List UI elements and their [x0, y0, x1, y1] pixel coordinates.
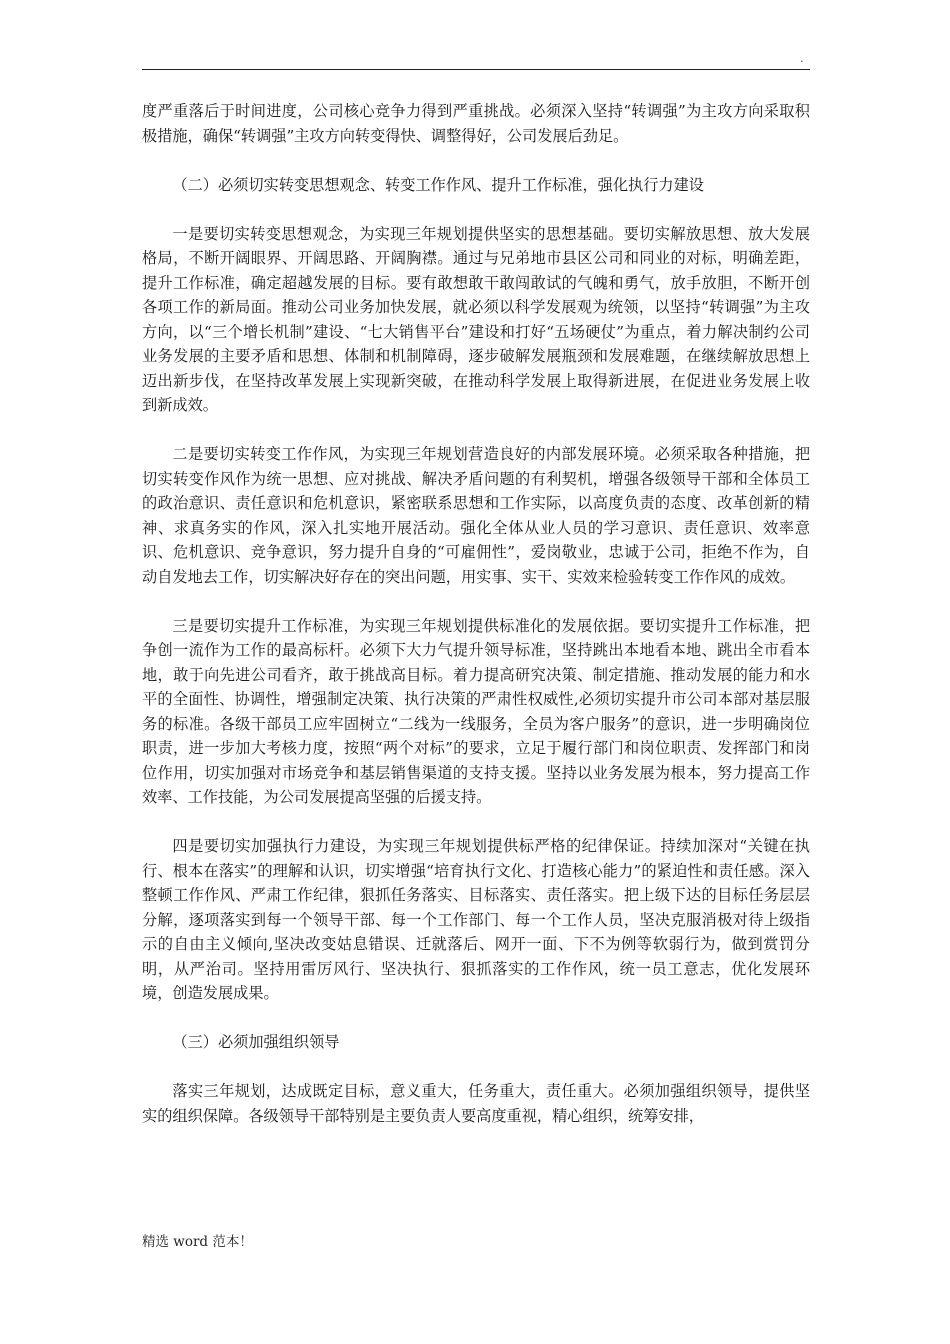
paragraph-2: 二是要切实转变工作作风，为实现三年规划营造良好的内部发展环境。必须采取各种措施，把切实转变作风作为统一思想、应对挑战、解决矛盾问题的有利契机，增强各级领导干部和全体员工的政治意识、责任意识和危机意识，紧密联系思想和工作实际，以高度负责的态度、改革创新的精神、求真务实的作风，深入扎实地开展活动。强化全体从业人员的学习意识、责任意识、效率意识、危机意识、竞争意识，努力提升自身的“可雇佣性”，爱岗敬业，忠诚于公司，拒绝不作为，自动自发地去工作，切实解决好存在的突出问题，用实事、实干、实效来检验转变工作作风的成效。 [142, 445, 810, 586]
paragraph-continuation: 度严重落后于时间进度，公司核心竞争力得到严重挑战。必须深入坚持“转调强”为主攻方向采取积极措施，确保“转调强”主攻方向转变得快、调整得好，公司发展后劲足。 [142, 102, 810, 145]
section-heading-2: （二）必须切实转变思想观念、转变工作作风、提升工作标准，强化执行力建设 [172, 175, 704, 194]
document-body [142, 99, 810, 1128]
section-heading-3: （三）必须加强组织领导 [172, 1033, 340, 1051]
header-rule [142, 69, 810, 70]
paragraph-1: 一是要切实转变思想观念，为实现三年规划提供坚实的思想基础。要切实解放思想、放大发展格局，不断开阔眼界、开阔思路、开阔胸襟。通过与兄弟地市县区公司和同业的对标，明确差距，提升工作标准，确定超越发展的目标。要有敢想敢干敢闯敢试的气魄和勇气，放手放胆，不断开创各项工作的新局面。推动公司业务加快发展，就必须以科学发展观为统领，以坚持“转调强”为主攻方向，以“三个增长机制”建设、“七大销售平台”建设和打好“五场硬仗”为重点，着力解决制约公司业务发展的主要矛盾和思想、体制和机制障碍，逐步破解发展瓶颈和发展难题，在继续解放思想上迈出新步伐，在坚持改革发展上实现新突破，在推动科学发展上取得新进展，在促进业务发展上收到新成效。 [142, 224, 810, 414]
paragraph-4: 四是要切实加强执行力建设，为实现三年规划提供标严格的纪律保证。持续加深对“关键在执行、根本在落实”的理解和认识，切实增强“培育执行文化、打造核心能力”的紧迫性和责任感。深入整顿工作作风、严肃工作纪律，狠抓任务落实、目标落实、责任落实。把上级下达的目标任务层层分解，逐项落实到每一个领导干部、每一个工作部门、每一个工作人员，坚决克服消极对待上级指示的自由主义倾向,坚决改变姑息错误、迁就落后、网开一面、下不为例等软弱行为，做到赏罚分明，从严治司。坚持用雷厉风行、坚决执行、狠抓落实的工作作风，统一员工意志，优化发展环境，创造发展成果。 [142, 837, 810, 1002]
paragraph-3: 三是要切实提升工作标准，为实现三年规划提供标准化的发展依据。要切实提升工作标准，把争创一流作为工作的最高标杆。必须下大力气提升领导标准，坚持跳出本地看本地、跳出全市看本地，敢于向先进公司看齐，敢于挑战高目标。着力提高研究决策、制定措施、推动发展的能力和水平的全面性、协调性，增强制定决策、执行决策的严肃性权威性,必须切实提升市公司本部对基层服务的标准。各级干部员工应牢固树立“二线为一线服务，全员为客户服务”的意识，进一步明确岗位职责，进一步加大考核力度，按照“两个对标”的要求，立足于履行部门和岗位职责、发挥部门和岗位作用，切实加强对市场竞争和基层销售渠道的支持支援。坚持以业务发展为根本，努力提高工作效率、工作技能，为公司发展提高坚强的后援支持。 [142, 616, 810, 806]
footer-note: 精选 word 范本！ [142, 1234, 253, 1250]
paragraph-5: 落实三年规划，达成既定目标，意义重大，任务重大，责任重大。必须加强组织领导，提供坚实的组织保障。各级领导干部特别是主要负责人要高度重视，精心组织，统筹安排， [142, 1082, 810, 1125]
header-mark: . [800, 52, 804, 65]
